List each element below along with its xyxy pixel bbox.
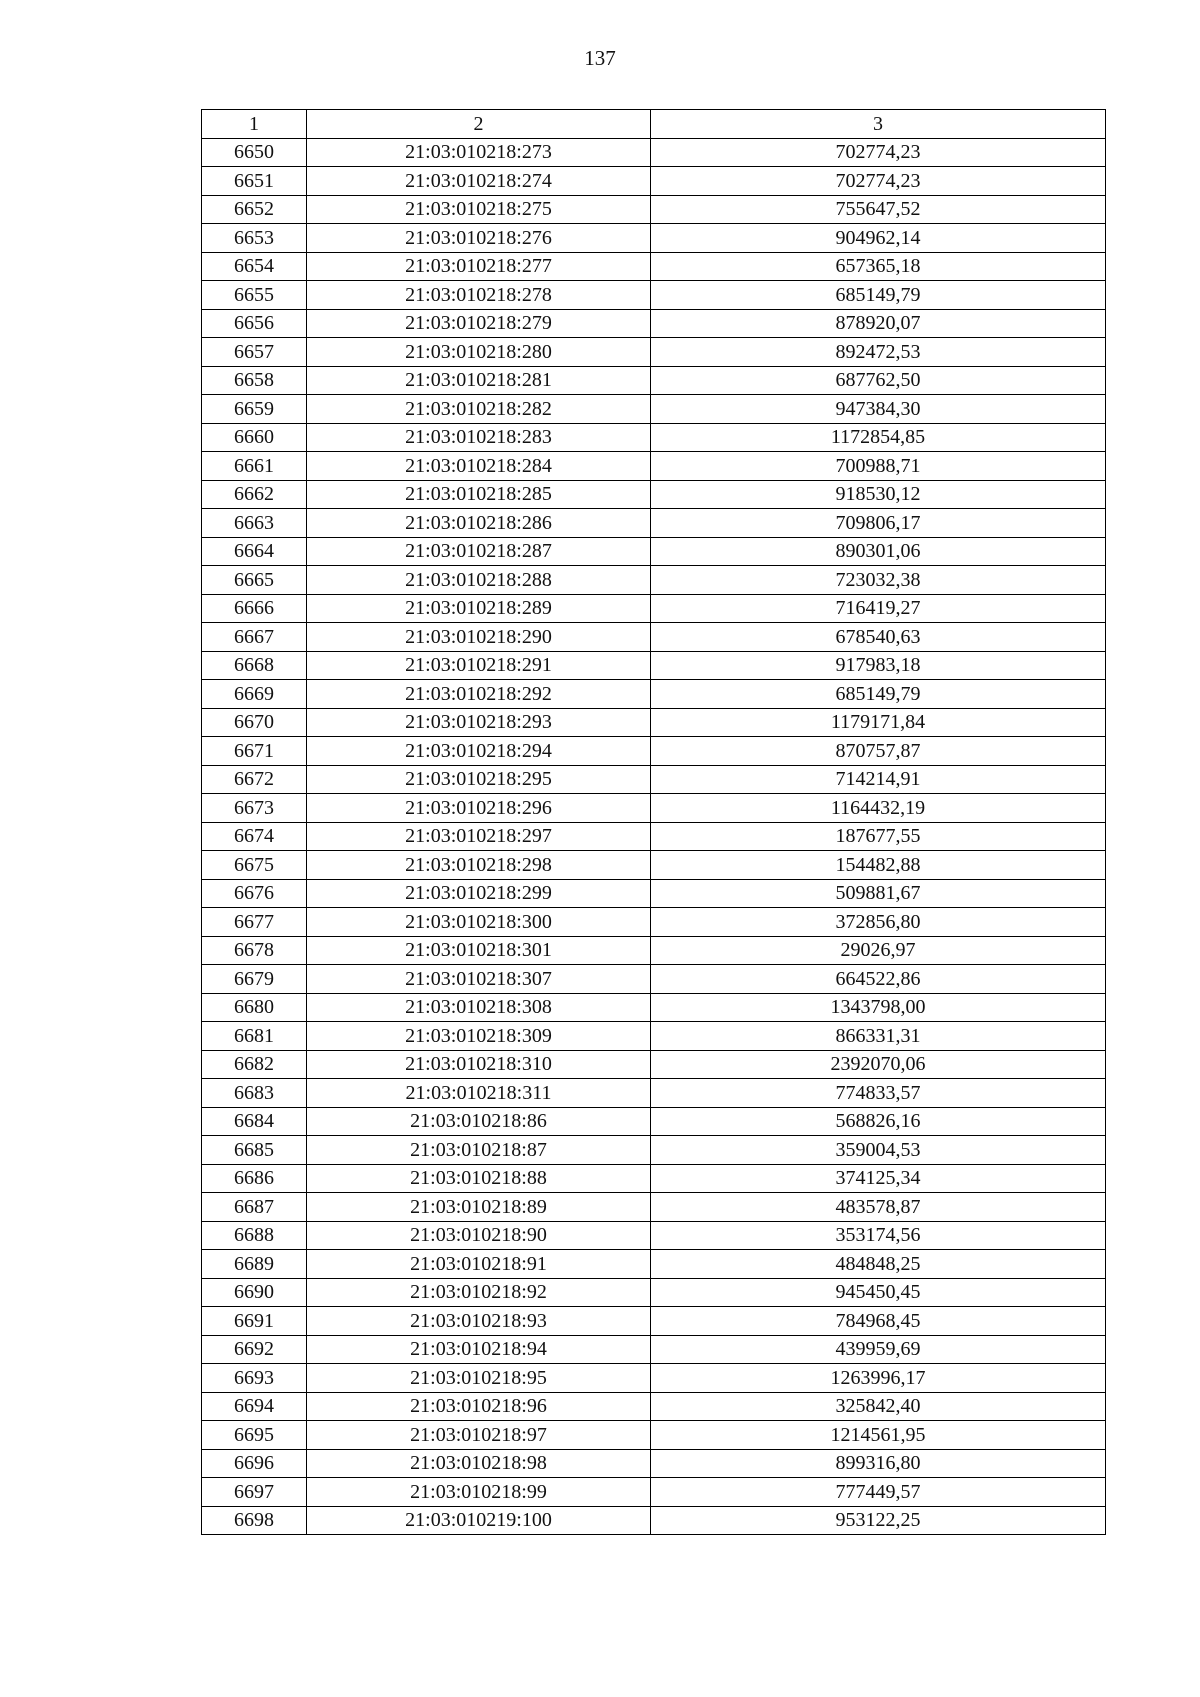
table-row: [202, 594, 1106, 623]
cadastral-number-cell: 21:03:010218:275: [307, 195, 651, 224]
row-number-cell: 6655: [202, 281, 307, 310]
cadastral-number-cell: 21:03:010218:92: [307, 1278, 651, 1307]
cadastral-number-cell: 21:03:010218:283: [307, 423, 651, 452]
value-cell: 917983,18: [651, 651, 1106, 680]
row-number-cell: 6686: [202, 1164, 307, 1193]
row-number-cell: 6695: [202, 1421, 307, 1450]
table-row: [202, 1392, 1106, 1421]
cadastral-number-cell: 21:03:010218:287: [307, 537, 651, 566]
table-row: [202, 252, 1106, 281]
value-cell: 657365,18: [651, 252, 1106, 281]
row-number-cell: 6653: [202, 224, 307, 253]
value-cell: 2392070,06: [651, 1050, 1106, 1079]
table-row: [202, 566, 1106, 595]
value-cell: 1179171,84: [651, 708, 1106, 737]
value-cell: 372856,80: [651, 908, 1106, 937]
cadastral-number-cell: 21:03:010218:98: [307, 1449, 651, 1478]
row-number-cell: 6656: [202, 309, 307, 338]
row-number-cell: 6673: [202, 794, 307, 823]
row-number-cell: 6658: [202, 366, 307, 395]
cadastral-number-cell: 21:03:010218:291: [307, 651, 651, 680]
table-row: [202, 1250, 1106, 1279]
header-cell-3: 3: [651, 110, 1106, 139]
header-cell-1: 1: [202, 110, 307, 139]
row-number-cell: 6651: [202, 167, 307, 196]
row-number-cell: 6670: [202, 708, 307, 737]
table-row: [202, 1364, 1106, 1393]
value-cell: 723032,38: [651, 566, 1106, 595]
value-cell: 918530,12: [651, 480, 1106, 509]
cadastral-number-cell: 21:03:010218:290: [307, 623, 651, 652]
value-cell: 1172854,85: [651, 423, 1106, 452]
value-cell: 685149,79: [651, 680, 1106, 709]
value-cell: 953122,25: [651, 1506, 1106, 1535]
cadastral-number-cell: 21:03:010218:281: [307, 366, 651, 395]
value-cell: 678540,63: [651, 623, 1106, 652]
row-number-cell: 6691: [202, 1307, 307, 1336]
row-number-cell: 6697: [202, 1478, 307, 1507]
cadastral-number-cell: 21:03:010218:99: [307, 1478, 651, 1507]
cadastral-number-cell: 21:03:010218:288: [307, 566, 651, 595]
cadastral-number-cell: 21:03:010218:96: [307, 1392, 651, 1421]
table-row: [202, 1307, 1106, 1336]
cadastral-number-cell: 21:03:010218:97: [307, 1421, 651, 1450]
table-row: [202, 480, 1106, 509]
table-row: [202, 965, 1106, 994]
row-number-cell: 6669: [202, 680, 307, 709]
row-number-cell: 6689: [202, 1250, 307, 1279]
row-number-cell: 6680: [202, 993, 307, 1022]
cadastral-number-cell: 21:03:010218:282: [307, 395, 651, 424]
cadastral-number-cell: 21:03:010218:91: [307, 1250, 651, 1279]
cadastral-number-cell: 21:03:010218:297: [307, 822, 651, 851]
row-number-cell: 6672: [202, 765, 307, 794]
table-row: [202, 908, 1106, 937]
row-number-cell: 6678: [202, 936, 307, 965]
value-cell: 899316,80: [651, 1449, 1106, 1478]
table-row: [202, 879, 1106, 908]
row-number-cell: 6657: [202, 338, 307, 367]
value-cell: 774833,57: [651, 1079, 1106, 1108]
cadastral-number-cell: 21:03:010218:284: [307, 452, 651, 481]
value-cell: 714214,91: [651, 765, 1106, 794]
table-row: [202, 851, 1106, 880]
value-cell: 1214561,95: [651, 1421, 1106, 1450]
cadastral-number-cell: 21:03:010218:273: [307, 138, 651, 167]
row-number-cell: 6681: [202, 1022, 307, 1051]
table-row: [202, 1278, 1106, 1307]
row-number-cell: 6696: [202, 1449, 307, 1478]
table-row: [202, 822, 1106, 851]
cadastral-number-cell: 21:03:010218:292: [307, 680, 651, 709]
table-row: [202, 1421, 1106, 1450]
value-cell: 709806,17: [651, 509, 1106, 538]
table-row: [202, 1136, 1106, 1165]
table-row: [202, 623, 1106, 652]
value-cell: 664522,86: [651, 965, 1106, 994]
cadastral-number-cell: 21:03:010218:296: [307, 794, 651, 823]
row-number-cell: 6698: [202, 1506, 307, 1535]
value-cell: 374125,34: [651, 1164, 1106, 1193]
value-cell: 700988,71: [651, 452, 1106, 481]
table-row: [202, 1164, 1106, 1193]
value-cell: 439959,69: [651, 1335, 1106, 1364]
value-cell: 568826,16: [651, 1107, 1106, 1136]
value-cell: 484848,25: [651, 1250, 1106, 1279]
table-row: [202, 452, 1106, 481]
table-row: [202, 1050, 1106, 1079]
table-row: [202, 1221, 1106, 1250]
row-number-cell: 6676: [202, 879, 307, 908]
table-row: [202, 1449, 1106, 1478]
table-row: [202, 1478, 1106, 1507]
header-cell-2: 2: [307, 110, 651, 139]
value-cell: 1164432,19: [651, 794, 1106, 823]
cadastral-number-cell: 21:03:010218:310: [307, 1050, 651, 1079]
table-row: [202, 680, 1106, 709]
cadastral-number-cell: 21:03:010218:277: [307, 252, 651, 281]
row-number-cell: 6661: [202, 452, 307, 481]
table-row: [202, 338, 1106, 367]
row-number-cell: 6666: [202, 594, 307, 623]
table-row: [202, 765, 1106, 794]
cadastral-number-cell: 21:03:010218:276: [307, 224, 651, 253]
cadastral-number-cell: 21:03:010218:298: [307, 851, 651, 880]
table-row: [202, 1022, 1106, 1051]
cadastral-number-cell: 21:03:010218:286: [307, 509, 651, 538]
row-number-cell: 6667: [202, 623, 307, 652]
value-cell: 904962,14: [651, 224, 1106, 253]
row-number-cell: 6684: [202, 1107, 307, 1136]
row-number-cell: 6662: [202, 480, 307, 509]
table-row: [202, 1107, 1106, 1136]
cadastral-number-cell: 21:03:010218:89: [307, 1193, 651, 1222]
value-cell: 702774,23: [651, 138, 1106, 167]
cadastral-number-cell: 21:03:010218:279: [307, 309, 651, 338]
table-row: [202, 395, 1106, 424]
cadastral-number-cell: 21:03:010218:285: [307, 480, 651, 509]
value-cell: 187677,55: [651, 822, 1106, 851]
table-row: [202, 737, 1106, 766]
table-row: [202, 1193, 1106, 1222]
table-row: [202, 936, 1106, 965]
value-cell: 702774,23: [651, 167, 1106, 196]
value-cell: 483578,87: [651, 1193, 1106, 1222]
cadastral-number-cell: 21:03:010218:93: [307, 1307, 651, 1336]
cadastral-number-cell: 21:03:010218:90: [307, 1221, 651, 1250]
value-cell: 892472,53: [651, 338, 1106, 367]
row-number-cell: 6693: [202, 1364, 307, 1393]
table-row: [202, 138, 1106, 167]
table-row: [202, 1079, 1106, 1108]
row-number-cell: 6664: [202, 537, 307, 566]
value-cell: 359004,53: [651, 1136, 1106, 1165]
table-header: [202, 110, 1106, 139]
row-number-cell: 6688: [202, 1221, 307, 1250]
table-row: [202, 195, 1106, 224]
row-number-cell: 6694: [202, 1392, 307, 1421]
value-cell: 687762,50: [651, 366, 1106, 395]
cadastral-number-cell: 21:03:010219:100: [307, 1506, 651, 1535]
row-number-cell: 6683: [202, 1079, 307, 1108]
table-row: [202, 309, 1106, 338]
value-cell: 784968,45: [651, 1307, 1106, 1336]
value-cell: 1343798,00: [651, 993, 1106, 1022]
cadastral-number-cell: 21:03:010218:278: [307, 281, 651, 310]
row-number-cell: 6690: [202, 1278, 307, 1307]
row-number-cell: 6665: [202, 566, 307, 595]
value-cell: 947384,30: [651, 395, 1106, 424]
value-cell: 29026,97: [651, 936, 1106, 965]
value-cell: 878920,07: [651, 309, 1106, 338]
table-row: [202, 423, 1106, 452]
row-number-cell: 6687: [202, 1193, 307, 1222]
value-cell: 685149,79: [651, 281, 1106, 310]
row-number-cell: 6659: [202, 395, 307, 424]
data-table: [201, 109, 1106, 1535]
table-row: [202, 993, 1106, 1022]
table-row: [202, 1506, 1106, 1535]
table-row: [202, 651, 1106, 680]
cadastral-number-cell: 21:03:010218:274: [307, 167, 651, 196]
row-number-cell: 6692: [202, 1335, 307, 1364]
value-cell: 870757,87: [651, 737, 1106, 766]
cadastral-number-cell: 21:03:010218:289: [307, 594, 651, 623]
value-cell: 755647,52: [651, 195, 1106, 224]
row-number-cell: 6674: [202, 822, 307, 851]
value-cell: 154482,88: [651, 851, 1106, 880]
cadastral-number-cell: 21:03:010218:299: [307, 879, 651, 908]
value-cell: 866331,31: [651, 1022, 1106, 1051]
header-row: [202, 110, 1106, 139]
row-number-cell: 6668: [202, 651, 307, 680]
cadastral-number-cell: 21:03:010218:280: [307, 338, 651, 367]
table-row: [202, 281, 1106, 310]
cadastral-number-cell: 21:03:010218:86: [307, 1107, 651, 1136]
value-cell: 1263996,17: [651, 1364, 1106, 1393]
row-number-cell: 6650: [202, 138, 307, 167]
row-number-cell: 6675: [202, 851, 307, 880]
value-cell: 509881,67: [651, 879, 1106, 908]
table-row: [202, 794, 1106, 823]
value-cell: 716419,27: [651, 594, 1106, 623]
cadastral-number-cell: 21:03:010218:87: [307, 1136, 651, 1165]
cadastral-number-cell: 21:03:010218:311: [307, 1079, 651, 1108]
table-body: [202, 138, 1106, 1535]
table-row: [202, 167, 1106, 196]
cadastral-number-cell: 21:03:010218:295: [307, 765, 651, 794]
value-cell: 777449,57: [651, 1478, 1106, 1507]
row-number-cell: 6671: [202, 737, 307, 766]
table-row: [202, 224, 1106, 253]
cadastral-number-cell: 21:03:010218:307: [307, 965, 651, 994]
row-number-cell: 6682: [202, 1050, 307, 1079]
cadastral-number-cell: 21:03:010218:308: [307, 993, 651, 1022]
row-number-cell: 6652: [202, 195, 307, 224]
value-cell: 890301,06: [651, 537, 1106, 566]
row-number-cell: 6685: [202, 1136, 307, 1165]
row-number-cell: 6660: [202, 423, 307, 452]
cadastral-number-cell: 21:03:010218:94: [307, 1335, 651, 1364]
cadastral-number-cell: 21:03:010218:95: [307, 1364, 651, 1393]
row-number-cell: 6679: [202, 965, 307, 994]
table-row: [202, 537, 1106, 566]
row-number-cell: 6677: [202, 908, 307, 937]
table-row: [202, 708, 1106, 737]
table-row: [202, 1335, 1106, 1364]
row-number-cell: 6654: [202, 252, 307, 281]
value-cell: 325842,40: [651, 1392, 1106, 1421]
page-number: 137: [584, 46, 616, 70]
cadastral-number-cell: 21:03:010218:293: [307, 708, 651, 737]
table-row: [202, 366, 1106, 395]
cadastral-number-cell: 21:03:010218:309: [307, 1022, 651, 1051]
table-row: [202, 509, 1106, 538]
cadastral-number-cell: 21:03:010218:301: [307, 936, 651, 965]
cadastral-number-cell: 21:03:010218:88: [307, 1164, 651, 1193]
row-number-cell: 6663: [202, 509, 307, 538]
value-cell: 353174,56: [651, 1221, 1106, 1250]
value-cell: 945450,45: [651, 1278, 1106, 1307]
cadastral-number-cell: 21:03:010218:294: [307, 737, 651, 766]
cadastral-number-cell: 21:03:010218:300: [307, 908, 651, 937]
